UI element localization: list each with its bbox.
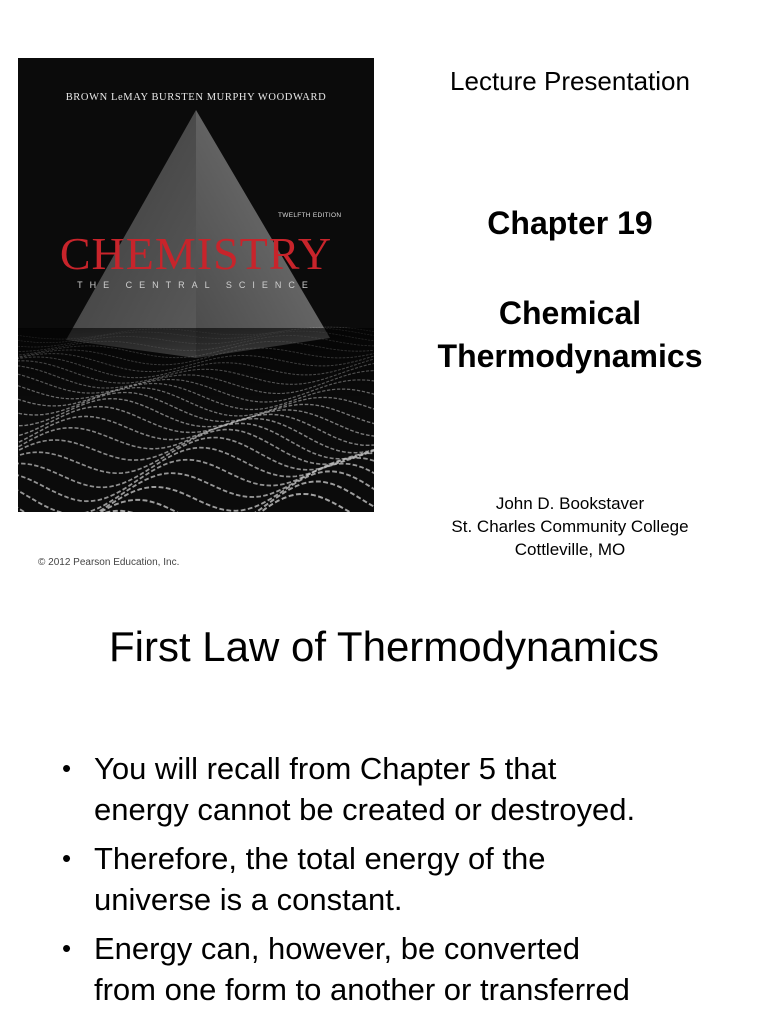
bullet-line: energy cannot be created or destroyed.	[94, 792, 636, 827]
bullet-line: You will recall from Chapter 5 that	[94, 751, 557, 786]
bullet-line: from one form to another or transferred	[94, 972, 630, 1007]
bullet-item	[62, 928, 742, 1010]
bullet-line: Therefore, the total energy of the	[94, 841, 546, 876]
book-cover-image	[18, 58, 374, 512]
slide-title: First Law of Thermodynamics	[108, 623, 660, 670]
bullet-line: universe is a constant.	[94, 882, 403, 917]
chapter-title-line: Chemical	[498, 295, 642, 331]
cover-title: CHEMISTRY	[59, 228, 333, 279]
bullet-glyph: •	[62, 843, 72, 873]
bullet-line: Energy can, however, be converted	[94, 931, 580, 966]
chapter-title	[410, 292, 730, 378]
presenter-location: Cottleville, MO	[514, 540, 626, 559]
copyright-notice: © 2012 Pearson Education, Inc.	[38, 557, 180, 568]
bullet-glyph: •	[62, 933, 72, 963]
cover-authors: BROWN LeMAY BURSTEN MURPHY WOODWARD	[65, 92, 327, 103]
content-slide	[0, 585, 768, 1024]
bullet-item	[62, 838, 742, 920]
cover-edition: TWELFTH EDITION	[278, 212, 342, 219]
cover-subtitle: THE CENTRAL SCIENCE	[77, 280, 315, 290]
bullet-list	[62, 748, 742, 1018]
presenter-name: John D. Bookstaver	[495, 494, 645, 513]
chapter-number: Chapter 19	[487, 205, 653, 241]
presenter-info	[420, 492, 720, 561]
lecture-label: Lecture Presentation	[450, 66, 690, 96]
chapter-title-line: Thermodynamics	[437, 338, 703, 374]
bullet-item	[62, 748, 742, 830]
bullet-glyph: •	[62, 753, 72, 783]
presenter-college: St. Charles Community College	[451, 517, 689, 536]
